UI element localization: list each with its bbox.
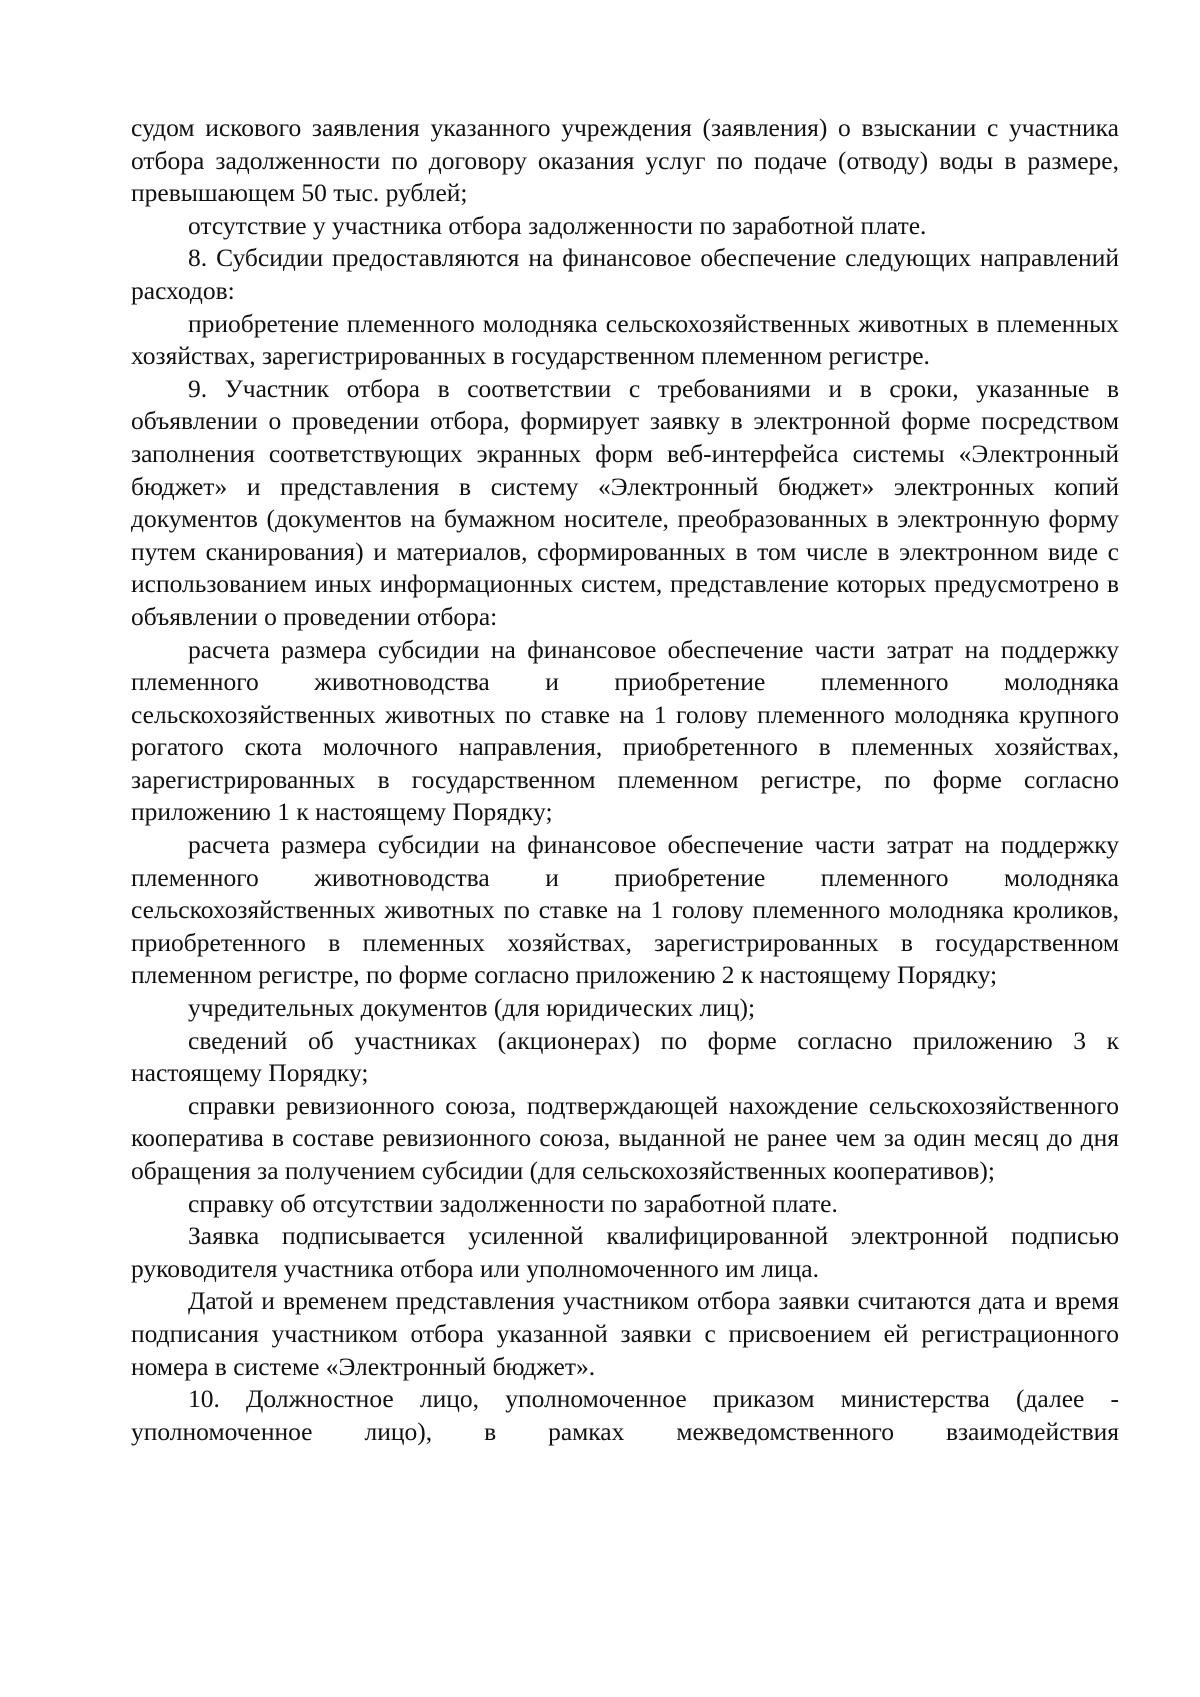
document-body <box>131 112 1119 1448</box>
paragraph: Заявка подписывается усиленной квалифицированной электронной подписью руководителя участника отбора или уполномоченного им лица. <box>131 1221 1119 1283</box>
paragraph: отсутствие у участника отбора задолженности по заработной плате. <box>188 210 927 240</box>
paragraph-item-10: 10. Должностное лицо, уполномоченное приказом министерства (далее - уполномоченное лицо), в рамках межведомственного взаимодействия <box>131 1384 1119 1446</box>
paragraph: Датой и временем представления участником отбора заявки считаются дата и время подписания участником отбора указанной заявки с присвоением ей регистрационного номера в системе «Электронный бюджет». <box>131 1286 1119 1381</box>
paragraph: учредительных документов (для юридических лиц); <box>188 993 756 1023</box>
paragraph-item-8: 8. Субсидии предоставляются на финансовое обеспечение следующих направлений расходов: <box>131 243 1119 305</box>
paragraph: справки ревизионного союза, подтверждающей нахождение сельскохозяйственного кооператива в составе ревизионного союза, выданной не ранее чем за один месяц до дня обращения за получением субсидии (для сельскохозяйственных кооперативов); <box>131 1090 1119 1185</box>
paragraph: судом искового заявления указанного учреждения (заявления) о взыскании с участника отбора задолженности по договору оказания услуг по подаче (отводу) воды в размере, превышающем 50 тыс. рублей; <box>131 113 1119 208</box>
paragraph-item-9: 9. Участник отбора в соответствии с требованиями и в сроки, указанные в объявлении о проведении отбора, формирует заявку в электронной форме посредством заполнения соответствующих экранных форм веб-интерфейса системы «Электронный бюджет» и представления в систему «Электронный бюджет» электронных копий документов (документов на бумажном носителе, преобразованных в электронную форму путем сканирования) и материалов, сформированных в том числе в электронном виде с использованием иных информационных систем, представление которых предусмотрено в объявлении о проведении отбора: <box>131 373 1119 631</box>
paragraph: приобретение племенного молодняка сельскохозяйственных животных в племенных хозяйствах, зарегистрированных в государственном племенном регистре. <box>131 308 1119 371</box>
paragraph: расчета размера субсидии на финансовое обеспечение части затрат на поддержку племенного животноводства и приобретение племенного молодняка сельскохозяйственных животных по ставке на 1 голову племенного молодняка кроликов, приобретенного в племенных хозяйствах, зарегистрированных в государственном племенном регистре, по форме согласно приложению 2 к настоящему Порядку; <box>131 830 1119 990</box>
paragraph: сведений об участниках (акционерах) по форме согласно приложению 3 к настоящему Порядку; <box>131 1025 1119 1088</box>
paragraph: справку об отсутствии задолженности по заработной плате. <box>188 1188 838 1218</box>
paragraph: расчета размера субсидии на финансовое обеспечение части затрат на поддержку племенного животноводства и приобретение племенного молодняка сельскохозяйственных животных по ставке на 1 голову племенного молодняка крупного рогатого скота молочного направления, приобретенного в племенных хозяйствах, зарегистрированных в государственном племенном регистре, по форме согласно приложению 1 к настоящему Порядку; <box>131 634 1119 827</box>
